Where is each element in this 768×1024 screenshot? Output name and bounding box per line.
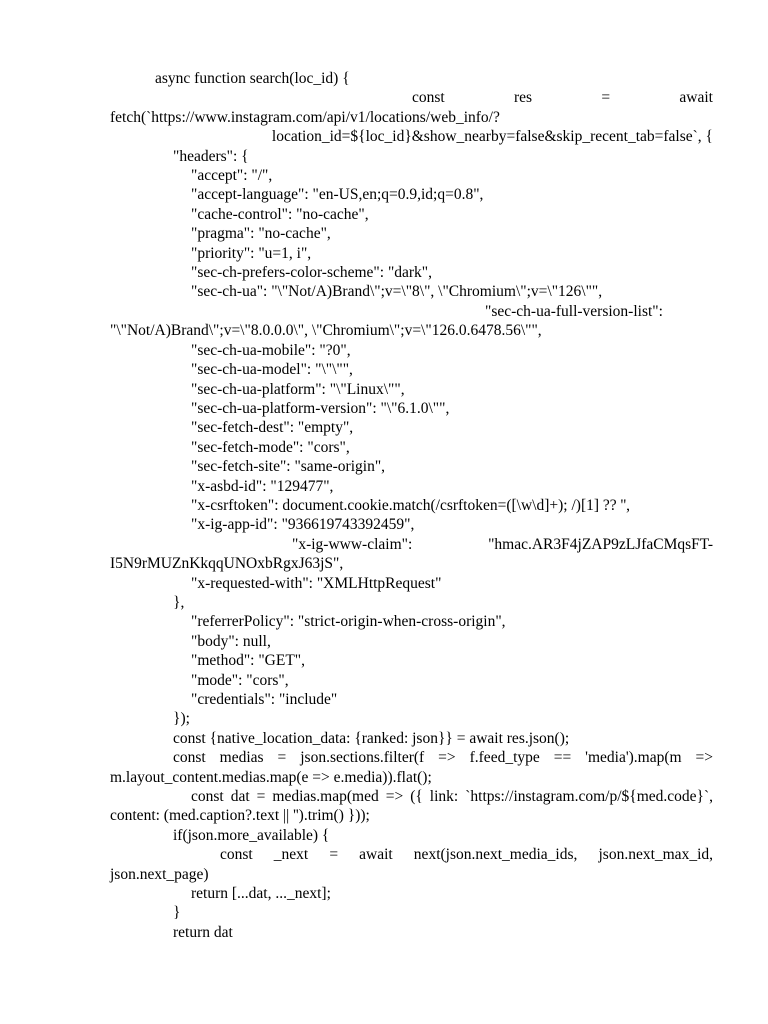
code-line: if(json.more_available) { bbox=[173, 826, 330, 844]
code-line: "sec-ch-ua-full-version-list": "\"Not/A)Brand\";v=\"8.0.0.0\", \"Chromium\";v=\"126.0.6478.56\"", bbox=[110, 302, 663, 340]
code-line: "accept": "/", bbox=[191, 167, 273, 185]
code-line: "priority": "u=1, i", bbox=[191, 244, 312, 262]
code-line: "pragma": "no-cache", bbox=[191, 225, 331, 243]
code-line: "method": "GET", bbox=[191, 652, 305, 670]
code-line: const dat = medias.map(med => ({ link: `https://instagram.com/p/${med.code}`, content: (med.caption?.text || '').trim() })); bbox=[110, 788, 713, 825]
code-line: const _next = await next(json.next_media_ids, json.next_max_id, json.next_page) bbox=[110, 846, 713, 883]
code-line: }); bbox=[173, 710, 190, 728]
code-line: async function search(loc_id) { bbox=[155, 70, 350, 87]
code-line: "mode": "cors", bbox=[191, 671, 289, 689]
code-line: "sec-ch-prefers-color-scheme": "dark", bbox=[191, 264, 433, 282]
code-listing bbox=[110, 69, 713, 942]
code-line: "body": null, bbox=[191, 632, 271, 650]
code-line: "x-requested-with": "XMLHttpRequest" bbox=[191, 574, 442, 592]
code-line: "x-csrftoken": document.cookie.match(/csrftoken=([\w\d]+); /)[1] ?? '', bbox=[191, 496, 630, 514]
code-line: "sec-fetch-site": "same-origin", bbox=[191, 458, 386, 476]
code-line: const res = await fetch(`https://www.instagram.com/api/v1/locations/web_info/?location_id=${loc_id}&show_nearby=false&skip_recent_tab=false`, { bbox=[110, 89, 713, 146]
code-line: "sec-ch-ua-platform-version": "\"6.1.0\"", bbox=[191, 399, 450, 417]
code-line: "sec-ch-ua-mobile": "?0", bbox=[191, 341, 351, 359]
code-line: "credentials": "include" bbox=[191, 691, 338, 708]
code-line: "sec-ch-ua-model": "\"\"", bbox=[191, 361, 353, 379]
code-line: "sec-ch-ua-platform": "\"Linux\"", bbox=[191, 380, 405, 398]
code-line: "sec-fetch-mode": "cors", bbox=[191, 438, 350, 456]
code-line: "cache-control": "no-cache", bbox=[191, 205, 369, 223]
code-line: "sec-fetch-dest": "empty", bbox=[191, 419, 354, 437]
code-line: "referrerPolicy": "strict-origin-when-cross-origin", bbox=[191, 613, 506, 631]
code-line: "x-asbd-id": "129477", bbox=[191, 477, 334, 495]
code-line: const {native_location_data: {ranked: json}} = await res.json(); bbox=[173, 729, 570, 747]
code-line: "sec-ch-ua": "\"Not/A)Brand\";v=\"8\", \"Chromium\";v=\"126\"", bbox=[191, 283, 603, 301]
code-line: "x-ig-www-claim": "hmac.AR3F4jZAP9zLJfaCMqsFT-I5N9rMUZnKkqqUNOxbRgxJ63jS", bbox=[110, 535, 713, 573]
code-line: "headers": { bbox=[173, 147, 249, 165]
code-line: const medias = json.sections.filter(f => f.feed_type == 'media').map(m => m.layout_content.medias.map(e => e.media)).flat(); bbox=[110, 749, 713, 786]
code-line: } bbox=[173, 904, 181, 922]
code-line: return [...dat, ..._next]; bbox=[191, 885, 331, 903]
code-line: "x-ig-app-id": "936619743392459", bbox=[191, 516, 415, 534]
code-line: }, bbox=[173, 593, 185, 611]
code-line: "accept-language": "en-US,en;q=0.9,id;q=0.8", bbox=[191, 186, 484, 204]
code-line: return dat bbox=[173, 923, 233, 941]
